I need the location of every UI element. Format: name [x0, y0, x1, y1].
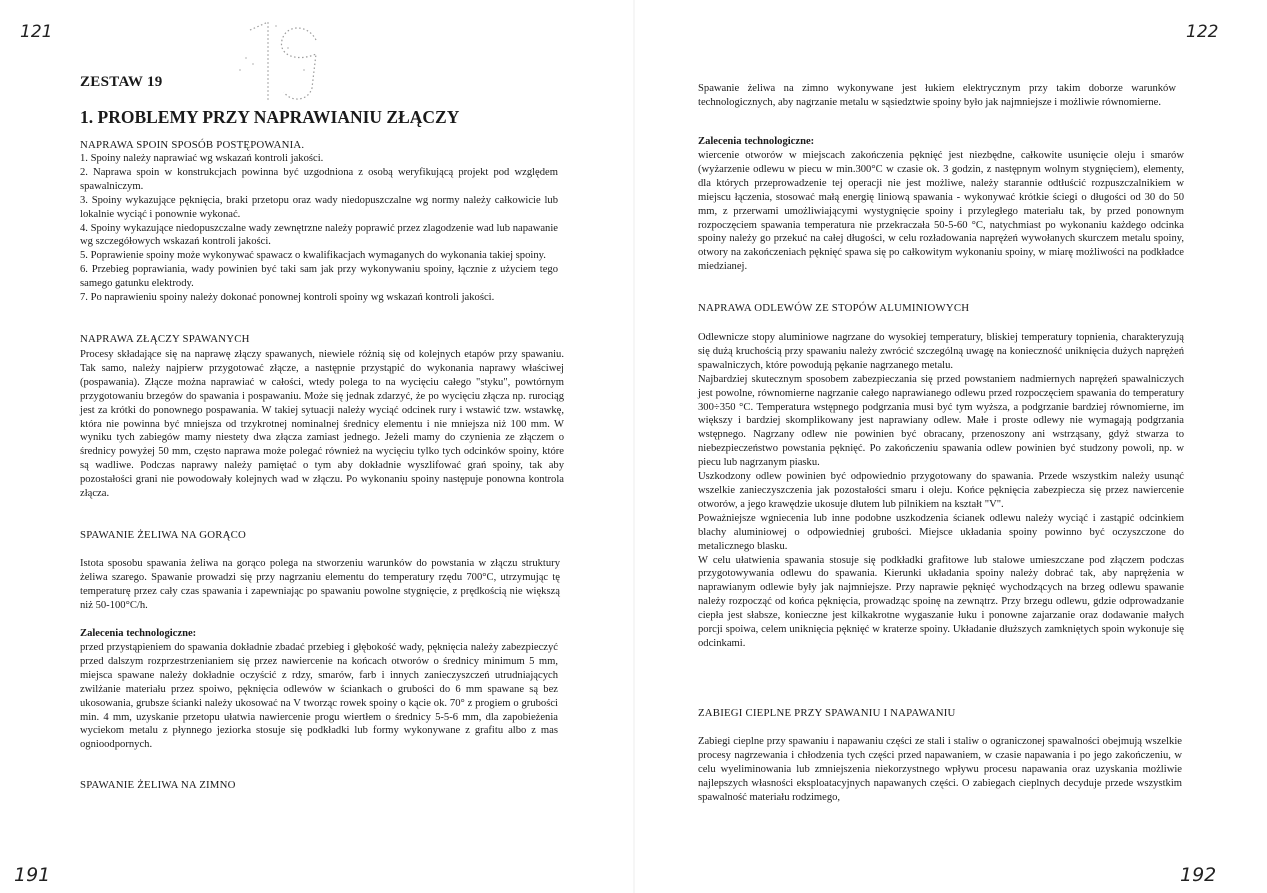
paragraph: Najbardziej skutecznym sposobem zabezpieczania się przed powstaniem nadmiernych naprężeń spawalniczych jest powolne, równomierne nagrzanie całego naprawianego odlewu przed rozpoczęciem spawania do temperatury 300÷350 °C. Temperatura wstępnego podgrzania musi być tym wyższa, a podgrzanie bardziej równomierne, im większy i bardziej skomplikowany jest naprawiany odlew. Małe i proste odlewy nie wymagają podgrzania wstępnego. Nagrzany odlew nie powinien być obracany, przenoszony ani wstrząsany, gdyż stwarza to niebezpieczeństwo powstania pęknięć. Po zakończeniu spawania odlew powinien być studzony powoli, np. w piecu lub nagrzanym piasku. [698, 373, 1184, 469]
list-item: 1. Spoiny należy naprawiać wg wskazań kontroli jakości. [80, 153, 324, 164]
section-heading-cold-cast-iron: SPAWANIE ŻELIWA NA ZIMNO [80, 779, 236, 791]
paragraph: przed przystąpieniem do spawania dokładnie zbadać przebieg i głębokość wady, pęknięcia należy zabezpieczyć przed dalszym rozprzestrzenianiem się przez nawiercenie na końcach otworów o średnicy minimum 5 mm, miejsca spawane należy dokładnie oczyścić z rdzy, smarów, farb i innych zanieczyszczeń utrudniających zwilżanie materiału przez spoiwo, pęknięcia odlewów w ściankach o grubości do 6 mm spawane są bez ukosowania, grubsze ścianki należy ukosować na V tworząc rowek spoiny o kącie ok. 70° z progiem o grubości min. 4 mm, uzyskanie przetopu ułatwia nawiercenie progu wiertłem o średnicy 5-5-6 mm, dla zapobieżenia wyciekom metalu z płynnego jeziorka stosuje się podkładki lub formy wykonywane z grafitu albo z mas ognioodpornych. [80, 642, 558, 751]
section-heading-aluminium-castings: NAPRAWA ODLEWÓW ZE STOPÓW ALUMINIOWYCH [698, 302, 970, 314]
list-item: 5. Poprawienie spoiny może wykonywać spawacz o kwalifikacjach wymaganych do wykonania takiej spoiny. [80, 250, 546, 262]
paragraph: W celu ułatwienia spawania stosuje się podkładki grafitowe lub stalowe umieszczane pod złączem podczas przygotowywania odlewu do spawania. Kierunki układania spoiny należy dobrać tak, aby naprężenia w naprawianym odlewie były jak najmniejsze. Przy naprawie pęknięć wychodzących na brzeg odlewu spawanie należy rozpocząć od końca pęknięcia, prowadząc spoinę na zewnątrz. Przy brzegu odlewu, gdzie odprowadzanie ciepła jest słabsze, konieczne jest kilkakrotne wygaszanie łuku i ponowne zajarzanie oraz dodawanie małych porcji spoiwa, celem uniknięcia pęknięć w kraterze spoiny. Układanie dłuższych zamkniętych spoin wykonuje się odcinkami. [698, 554, 1184, 649]
paragraph: Odlewnicze stopy aluminiowe nagrzane do wysokiej temperatury, bliskiej temperatury topnienia, charakteryzują się dużą kruchością przy spawaniu należy zwrócić szczególną uwagę na konieczność uniknięcia dużych naprężeń spawalniczych, które powodują pękanie nagrzanego metalu. [698, 332, 1184, 371]
paragraph: wiercenie otworów w miejscach zakończenia pęknięć jest niezbędne, całkowite usunięcie oleju i smarów (wyżarzenie odlewu w piecu w min.300°C w czasie ok. 3 godzin, z następnym wolnym stygnięciem), elementy, dla których przeprowadzenie tej operacji nie jest możliwe, należy starannie odtłuścić rozpuszczalnikiem w miejscu łączenia, stosować małą energię liniową spawania - wykonywać krótkie ściegi o długości od 30 do 50 mm, z przerwami umożliwiającymi wystygnięcie spoiny i przyległego materiału tak, by przed ponownym rozpoczęciem spawania temperatura nie przekraczała 50-5-60 °C, natychmiast po wykonaniu każdego odcinka spoiny należy go przekuć na całej długości, w celu rozładowania naprężeń wywołanych skurczem metalu spoiny, otwory na zakończeniach pęknięć spawa się po całkowitym wykonaniu spoiny, w miarę możliwości na podkładce miedzianej. [698, 150, 1184, 273]
aluminium-castings-text [698, 331, 1184, 651]
cold-recommendations-heading: Zalecenia technologiczne: [698, 136, 815, 147]
page-number-bottom-right: 192 [1180, 864, 1217, 886]
section-heading-hot-cast-iron: SPAWANIE ŻELIWA NA GORĄCO [80, 529, 246, 541]
stamp-number-text: 19 [278, 80, 279, 81]
list-item: 2. Naprawa spoin w konstrukcjach powinna być uzgodniona z osobą weryfikującą projekt pod względem spawalniczym. [80, 166, 558, 192]
page-number-top-left: 121 [20, 22, 53, 42]
hot-cast-iron-text [80, 557, 560, 613]
section-heading-heat-treatment: ZABIEGI CIEPLNE PRZY SPAWANIU I NAPAWANIU [698, 707, 956, 719]
section-heading-weld-repair: NAPRAWA SPOIN SPOSÓB POSTĘPOWANIA. [80, 139, 305, 151]
weld-repair-list [80, 152, 558, 305]
paragraph: Spawanie żeliwa na zimno wykonywane jest łukiem elektrycznym przy takim doborze warunków technologicznych, aby nagrzanie metalu w sąsiedztwie spoiny było jak najmniejsze i możliwie równomierne. [698, 83, 1176, 108]
number-stamp [228, 18, 328, 108]
paragraph: Poważniejsze wgniecenia lub inne podobne uszkodzenia ścianek odlewu należy wyciąć i zastąpić odcinkiem blachy aluminiowej o odpowiedniej grubości. Miejsce układania spoiny powinno być oczyszczone do metalicznego blasku. [698, 512, 1184, 552]
main-heading: 1. PROBLEMY PRZY NAPRAWIANIU ZŁĄCZY [80, 107, 460, 127]
set-title: ZESTAW 19 [80, 74, 163, 90]
list-item: 7. Po naprawieniu spoiny należy dokonać ponownej kontroli spoiny wg wskazań kontroli jakości. [80, 292, 495, 304]
paragraph: Procesy składające się na naprawę złączy spawanych, niewiele różnią się od kolejnych etapów przy spawaniu. Tak samo, należy najpierw przygotować złącze, a następnie przystąpić do wykonania naprawy właściwej (pospawania). Złącze można naprawiać w całości, wtedy polega to na wycięciu całego "styku", powtórnym przygotowaniu brzegów do spawania i pospawaniu. Może się jednak zdarzyć, że po wycięciu złącza np. rurociąg jest za krótki do ponownego pospawania. W takiej sytuacji należy wyciąć odcinek rury i wstawić tzw. wstawkę, która nie powinna być mniejsza od trzykrotnej nominalnej średnicy elementu i nie mniejsza niż 100 mm. W wyniku tych zabiegów mamy niestety dwa złącza zamiast jednego. Jeżeli mamy do czynienia ze złączem o średnicy powyżej 50 mm, często naprawa może polegać również na wycięciu tylko tych odcinków spoiny, które są wadliwe. Podczas naprawy należy pamiętać o tym aby dokładnie wyszlifować grań spoiny, tak aby pozostałości grani nie powodowały kolejnych wad w złączu. Po wykonaniu spoiny następuje ponowna kontrola złącza. [80, 349, 564, 500]
cold-recommendations-text [698, 149, 1184, 274]
paragraph: Istota sposobu spawania żeliwa na gorąco polega na stworzeniu warunków do powstania w złączu struktury żeliwa szarego. Spawanie prowadzi się przy nagrzaniu elementu do temperatury rzędu 700°C, utrzymując tę temperaturę przez cały czas spawania i zapewniając po spawaniu powolne stygnięcie, z prędkością nie większą niż 50-100°C/h. [80, 558, 560, 611]
section-heading-joint-repair: NAPRAWA ZŁĄCZY SPAWANYCH [80, 333, 250, 345]
hot-recommendations-text [80, 641, 558, 752]
page-number-bottom-left: 191 [14, 864, 51, 886]
paragraph: Uszkodzony odlew powinien być odpowiednio przygotowany do spawania. Przede wszystkim należy usunąć wszelkie zanieczyszczenia jak pozostałości smaru i oleju. Końce pęknięcia zabezpiecza się przez nawiercenie otworów, a jego krawędzie ukosuje dłutem lub pilnikiem na kształt "V". [698, 471, 1184, 510]
hot-recommendations-heading: Zalecenia technologiczne: [80, 628, 197, 639]
joint-repair-text [80, 348, 564, 501]
cold-cast-iron-intro [698, 82, 1176, 110]
heat-treatment-text [698, 735, 1182, 805]
list-item: 4. Spoiny wykazujące niedopuszczalne wady zewnętrzne należy poprawić przez zlagodzenie wad lub napawanie wg szczegółowych wskazań kontroli jakości. [80, 222, 558, 248]
list-item: 3. Spoiny wykazujące pęknięcia, braki przetopu oraz wady niedopuszczalne wg normy należy całkowicie lub lokalnie wyciąć i ponownie wykonać. [80, 194, 558, 220]
paragraph: Zabiegi cieplne przy spawaniu i napawaniu części ze stali i staliw o ograniczonej spawalności obejmują wszelkie procesy nagrzewania i chłodzenia tych części przed napawaniem, w czasie napawania i po jego zakończeniu, w celu wyeliminowania lub zmniejszenia niekorzystnego wpływu procesu napawania oraz uzyskania możliwie najlepszych własności eksploatacyjnych napawanych części. O zabiegach cieplnych decyduje przede wszystkim spawalność materiału rodzimego, [698, 736, 1182, 803]
list-item: 6. Przebieg poprawiania, wady powinien być taki sam jak przy wykonywaniu spoiny, łącznie z użyciem tego samego gatunku elektrody. [80, 264, 558, 290]
page-number-top-right: 122 [1186, 22, 1219, 42]
